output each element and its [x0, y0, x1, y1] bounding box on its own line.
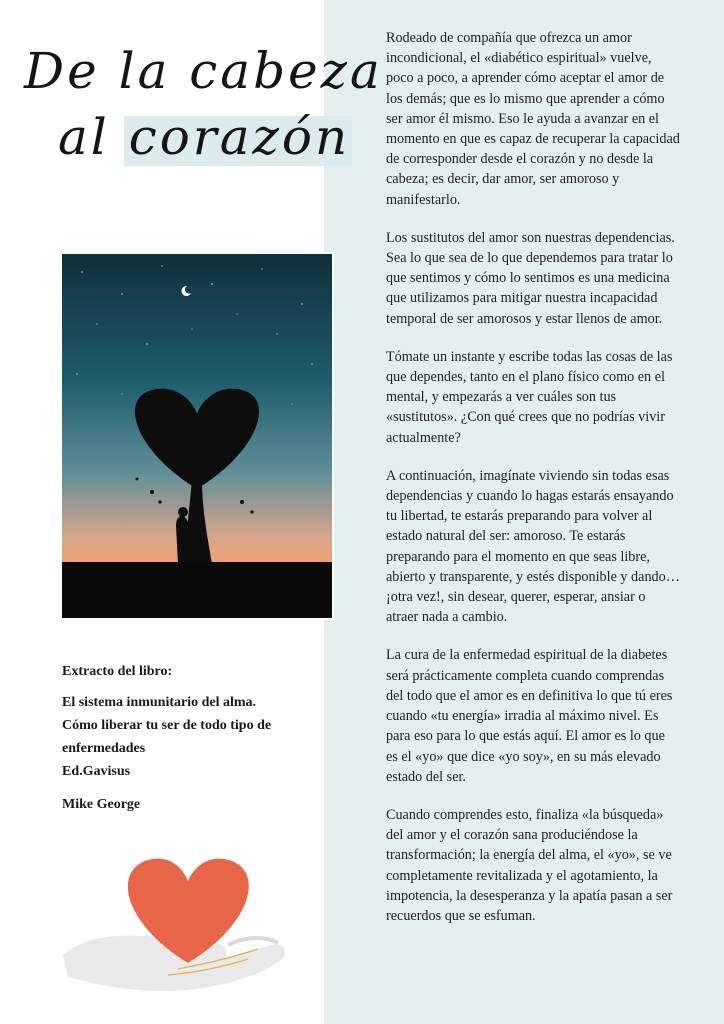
article-paragraph: Los sustitutos del amor son nuestras dependencias. Sea lo que sea de lo que dependemos para tratar lo que sentimos y cómo lo sentimos es una medicina que utilizamos para mitigar nuestra incapacidad temporal de ser amorosos y estar llenos de amor. — [386, 229, 675, 327]
credits-label: Extracto del libro: — [62, 664, 173, 679]
article-body — [386, 28, 680, 944]
book-title-1: El sistema inmunitario del alma. — [62, 695, 257, 710]
title-line-1: De la cabeza — [24, 42, 383, 100]
heart-tree-photo — [60, 252, 334, 620]
article-paragraph: A continuación, imagínate viviendo sin todas esas dependencias y cuando lo hagas estarás ensayando tu libertad, te estarás preparando para volver al estado natural del ser: amoroso. Te estarás preparando para el momento en que seas libre, abierto y transparente, y estés disponible y dando… ¡otra vez!, sin desear, querer, esperar, ansiar o atraer nada a cambio. — [386, 467, 680, 626]
page-title — [22, 40, 383, 180]
book-author: Mike George — [62, 797, 141, 812]
article-paragraph: La cura de la enfermedad espiritual de la diabetes será prácticamente completa cuando comprendas del todo que el amor es en definitiva lo que tú eres cuando «tu energía» irradia al máximo nivel. Es para eso para lo que estás aquí. El amor es lo que es el «yo» que dice «yo soy», en su más elevado estado del ser. — [386, 647, 673, 785]
hand-heart-illustration — [58, 845, 294, 995]
article-paragraph: Tómate un instante y escribe todas las cosas de las que dependes, tanto en el plano físico como en el mental, y empezarás a ver cuáles son tus «sustitutos». ¿Con qué crees que no podrías vivir actualmente? — [386, 348, 673, 446]
hand-holding-heart-icon — [58, 845, 294, 995]
title-line-2: al corazón — [58, 108, 351, 166]
article-paragraph: Cuando comprendes esto, finaliza «la búsqueda» del amor y el corazón sana produciéndose la transformación; la energía del alma, el «yo», se ve completamente revitalizada y el agotamiento, la impotencia, la desesperanza y la apatía pasan a ser recuerdos que se esfuman. — [386, 806, 673, 924]
book-publisher: Ed.Gavisus — [62, 764, 131, 779]
book-credits — [62, 660, 312, 816]
article-paragraph: Rodeado de compañía que ofrezca un amor incondicional, el «diabético espiritual» vuelve, poco a poco, a aprender cómo aceptar el amor de los demás; que es lo mismo que aprender a cómo ser amor él mismo. Eso le ayuda a avanzar en el momento en que es capaz de recuperar la capacidad de corresponder desde el corazón y no desde la cabeza; es decir, dar amor, ser amoroso y manifestarlo. — [386, 30, 680, 208]
book-title-2: Cómo liberar tu ser de todo tipo de enfermedades — [62, 718, 272, 756]
heart-tree-silhouette-photo — [62, 254, 332, 618]
